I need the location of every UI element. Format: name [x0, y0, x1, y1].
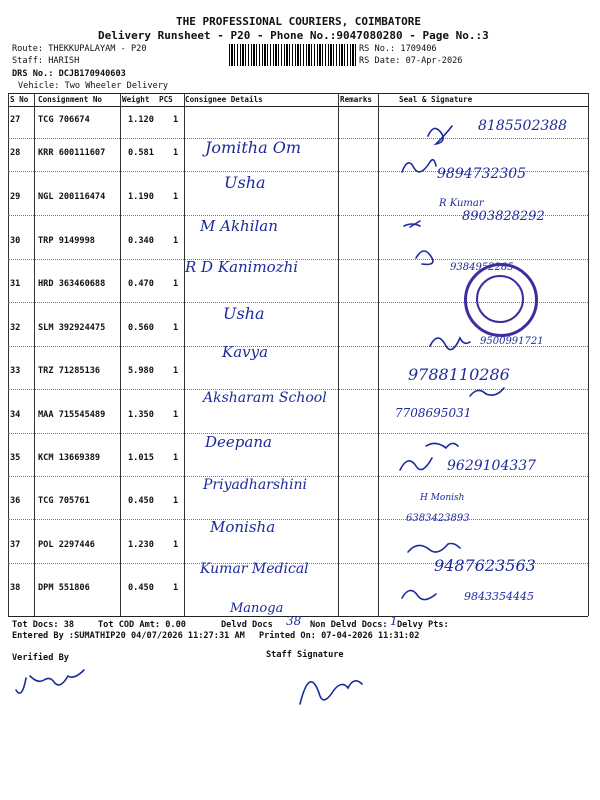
- col-consignee: Consignee Details: [185, 95, 263, 104]
- row-sno: 37: [10, 540, 21, 550]
- row-pcs: 1: [173, 496, 179, 506]
- row-consignment: TCG 705761: [38, 496, 90, 506]
- col-remarks: Remarks: [340, 95, 373, 104]
- handwritten-phone: 9788110286: [408, 365, 510, 384]
- col-seal: Seal & Signature: [399, 95, 473, 104]
- handwritten-name: M Akhilan: [200, 217, 278, 235]
- vehicle-label: Vehicle: Two Wheeler Delivery: [18, 81, 169, 91]
- row-sno: 27: [10, 115, 21, 125]
- runsheet-title: Delivery Runsheet - P20 - Phone No.:9047080280 - Page No.:3: [98, 29, 489, 42]
- row-pcs: 1: [173, 192, 179, 202]
- rs-number: RS No.: 1709406: [359, 44, 437, 54]
- row-pcs: 1: [173, 148, 179, 158]
- handwritten-phone: 9487623563: [434, 556, 536, 575]
- row-weight: 0.450: [128, 496, 154, 506]
- signature-mark: [400, 458, 432, 470]
- row-sno: 35: [10, 453, 21, 463]
- row-pcs: 1: [173, 366, 179, 376]
- total-docs: Tot Docs: 38: [12, 620, 75, 630]
- row-consignment: SLM 392924475: [38, 323, 106, 333]
- col-sno: S No: [10, 95, 29, 104]
- verifier-signature-mark: [16, 670, 84, 693]
- row-pcs: 1: [173, 453, 179, 463]
- handwritten-phone: 8185502388: [478, 118, 568, 134]
- signature-mark: [404, 221, 420, 227]
- row-weight: 0.340: [128, 236, 154, 246]
- row-pcs: 1: [173, 540, 179, 550]
- row-consignment: KRR 600111607: [38, 148, 106, 158]
- row-sno: 32: [10, 323, 21, 333]
- handwritten-name: Manoga: [230, 601, 284, 616]
- signature-mark: [426, 443, 458, 448]
- row-sno: 38: [10, 583, 21, 593]
- signature-mark: [470, 388, 504, 396]
- row-pcs: 1: [173, 279, 179, 289]
- row-weight: 5.980: [128, 366, 154, 376]
- drs-number: DRS No.: DCJB170940603: [12, 69, 126, 79]
- delivery-points-label: Delvy Pts:: [397, 620, 449, 630]
- col-weight: Weight: [122, 95, 150, 104]
- row-weight: 1.350: [128, 410, 154, 420]
- entered-by: Entered By :SUMATHIP20 04/07/2026 11:27:31 AM: [12, 631, 245, 641]
- row-pcs: 1: [173, 323, 179, 333]
- row-sno: 28: [10, 148, 21, 158]
- total-cod: Tot COD Amt: 0.00: [98, 620, 186, 630]
- row-consignment: TRP 9149998: [38, 236, 95, 246]
- signature-mark: [428, 126, 452, 144]
- delivered-docs-count: 38: [286, 614, 302, 628]
- staff-signature-mark: [300, 681, 362, 704]
- handwritten-phone: 9843354445: [464, 590, 534, 603]
- handwritten-name: Monisha: [210, 518, 276, 536]
- handwritten-name: Usha: [223, 304, 265, 323]
- handwritten-phone: 9384952285: [450, 262, 514, 273]
- row-sno: 34: [10, 410, 21, 420]
- row-consignment: HRD 363460688: [38, 279, 106, 289]
- seal-stamp: [464, 263, 538, 337]
- col-consignment: Consignment No: [38, 95, 103, 104]
- row-sno: 36: [10, 496, 21, 506]
- row-sno: 33: [10, 366, 21, 376]
- row-sno: 30: [10, 236, 21, 246]
- handwritten-name: Kumar Medical: [200, 561, 309, 577]
- handwritten-name: Kavya: [222, 343, 269, 361]
- row-consignment: DPM 551806: [38, 583, 90, 593]
- handwritten-note: R Kumar: [439, 198, 484, 209]
- handwritten-name: Usha: [224, 173, 266, 192]
- row-pcs: 1: [173, 410, 179, 420]
- row-weight: 1.120: [128, 115, 154, 125]
- handwritten-phone: 7708695031: [395, 406, 472, 420]
- signature-mark: [402, 160, 436, 172]
- row-sno: 31: [10, 279, 21, 289]
- signature-mark: [416, 251, 433, 264]
- signature-mark: [408, 544, 460, 553]
- company-title: THE PROFESSIONAL COURIERS, COIMBATORE: [176, 15, 422, 28]
- row-consignment: MAA 715545489: [38, 410, 106, 420]
- handwritten-note: H Monish: [420, 493, 465, 503]
- rs-date: RS Date: 07-Apr-2026: [359, 56, 463, 66]
- row-sno: 29: [10, 192, 21, 202]
- row-weight: 0.450: [128, 583, 154, 593]
- handwritten-phone: 9894732305: [437, 166, 527, 182]
- row-weight: 0.560: [128, 323, 154, 333]
- route-label: Route: THEKKUPALAYAM - P20: [12, 44, 147, 54]
- row-consignment: KCM 13669389: [38, 453, 101, 463]
- handwritten-name: Deepana: [205, 433, 272, 451]
- row-pcs: 1: [173, 583, 179, 593]
- row-weight: 1.190: [128, 192, 154, 202]
- handwritten-phone: 9500991721: [480, 336, 544, 347]
- row-pcs: 1: [173, 115, 179, 125]
- row-consignment: NGL 200116474: [38, 192, 106, 202]
- handwritten-name: Priyadharshini: [203, 477, 308, 493]
- row-weight: 0.470: [128, 279, 154, 289]
- non-delivered-docs-label: Non Delvd Docs:: [310, 620, 388, 630]
- row-weight: 1.015: [128, 453, 154, 463]
- delivered-docs-label: Delvd Docs: [221, 620, 273, 630]
- handwritten-phone: 6383423893: [406, 513, 470, 524]
- verified-by-label: Verified By: [12, 653, 69, 663]
- signature-mark: [402, 590, 436, 599]
- row-weight: 0.581: [128, 148, 154, 158]
- staff-signature-label: Staff Signature: [266, 650, 344, 660]
- non-delivered-docs-count: 1: [390, 614, 398, 628]
- staff-label: Staff: HARISH: [12, 56, 80, 66]
- handwritten-name: Jomitha Om: [205, 138, 301, 157]
- handwritten-name: R D Kanimozhi: [185, 258, 299, 276]
- row-consignment: TRZ 71285136: [38, 366, 101, 376]
- handwritten-phone: 9629104337: [447, 458, 537, 474]
- row-consignment: TCG 706674: [38, 115, 90, 125]
- handwritten-phone: 8903828292: [462, 209, 545, 224]
- row-pcs: 1: [173, 236, 179, 246]
- signature-mark: [430, 338, 470, 350]
- row-consignment: POL 2297446: [38, 540, 95, 550]
- row-weight: 1.230: [128, 540, 154, 550]
- printed-on: Printed On: 07-04-2026 11:31:02: [259, 631, 420, 641]
- handwritten-name: Aksharam School: [203, 390, 327, 406]
- col-pcs: PCS: [159, 95, 173, 104]
